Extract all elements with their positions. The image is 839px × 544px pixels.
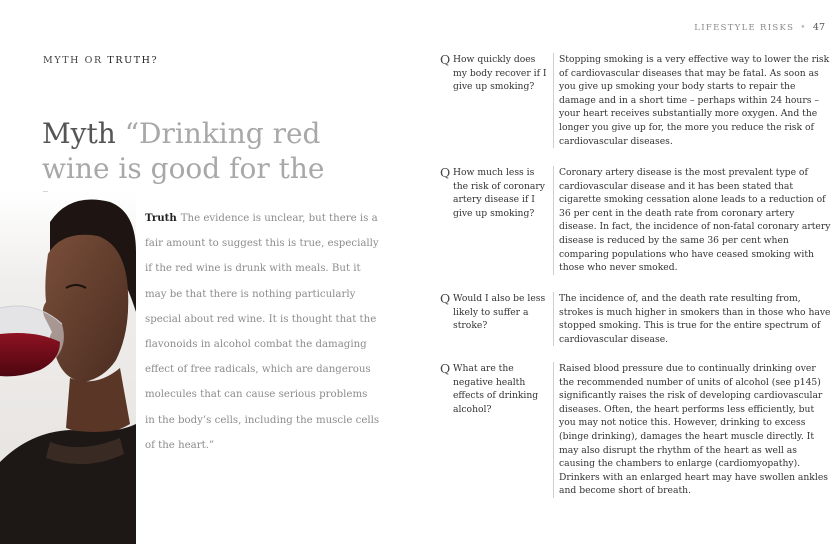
woman-drinking-wine-photo <box>0 192 136 544</box>
qa-answer: Coronary artery disease is the most prevalent type of cardiovascular disease and it has been stated that cigarette smoking cessation alone leads to a reduction of 36 per cent in the death rate from coronary artery disease. In fact, the incidence of non-fatal coronary artery disease is reduced by the same 36 per cent when comparing populations who have ceased smoking with those who never smoked. <box>553 166 833 275</box>
qa-item <box>440 53 835 148</box>
truth-keyword: Truth <box>145 212 177 224</box>
q-marker: Q <box>440 291 451 306</box>
qa-answer: Raised blood pressure due to continually drinking over the recommended number of units of alcohol (see p145) significantly raises the risk of developing cardiovascular diseases. Often, the heart performs less efficiently, but you may not notice this. However, drinking to excess (binge drinking), damages the heart muscle directly. It may also disrupt the rhythm of the heart as well as causing the chambers to enlarge (cardiomyopathy). Drinkers with an enlarged heart may have swollen ankles and become short of breath. <box>553 362 833 498</box>
running-head-bullet: • <box>800 22 807 33</box>
page-number: 47 <box>812 22 825 33</box>
q-marker: Q <box>440 361 451 376</box>
running-head <box>694 22 825 33</box>
section-label <box>43 55 158 66</box>
headline-quote: “Drinking red wine is good for the <box>42 117 325 185</box>
section-label-part1: MYTH OR <box>43 55 108 66</box>
qa-item <box>440 362 835 498</box>
qa-question: How much less is the risk of coronary artery disease if I give up smoking? <box>453 167 545 219</box>
qa-item <box>440 292 835 346</box>
myth-body <box>145 206 380 458</box>
qa-question: Would I also be less likely to suffer a stroke? <box>453 293 546 332</box>
q-marker: Q <box>440 52 451 67</box>
running-head-section: LIFESTYLE RISKS <box>694 22 795 33</box>
myth-body-text: The evidence is unclear, but there is a fair amount to suggest this is true, especially if the red wine is drunk with meals. But it may be that there is nothing particularly special about red wine. It is thought that the flavonoids in alcohol combat the damaging effect of free radicals, which are dangerous molecules that can cause serious problems in the body’s cells, including the muscle cells of the heart.” <box>145 213 380 451</box>
qa-answer: The incidence of, and the death rate resulting from, strokes is much higher in smokers than in those who have stopped smoking. This is true for the entire spectrum of cardiovascular disease. <box>553 292 833 346</box>
qa-question: What are the negative health effects of drinking alcohol? <box>453 363 539 415</box>
q-marker: Q <box>440 165 451 180</box>
qa-question: How quickly does my body recover if I give up smoking? <box>453 54 547 93</box>
qa-answer: Stopping smoking is a very effective way to lower the risk of cardiovascular diseases that may be fatal. As soon as you give up smoking your body starts to repair the damage and in a short time – perhaps within 24 hours – your heart receives substantially more oxygen. And the longer you give up for, the more you reduce the risk of cardiovascular diseases. <box>553 53 833 148</box>
section-label-part2: TRUTH? <box>107 55 159 66</box>
qa-item <box>440 166 835 275</box>
headline-lead: Myth <box>42 117 116 150</box>
